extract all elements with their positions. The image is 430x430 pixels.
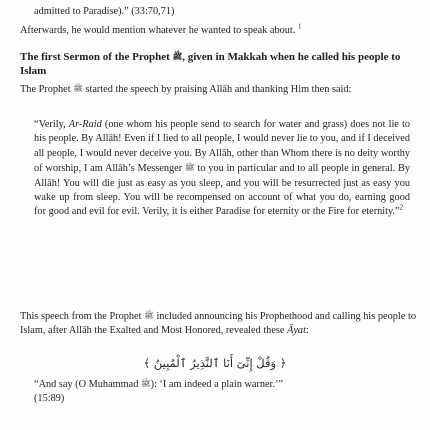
footnote-marker-1[interactable]: 1 (297, 22, 302, 31)
translation-text-continued: ): ‘I am indeed a plain warner.’” (150, 379, 284, 390)
speech-text: This speech from the Prophet (20, 311, 142, 322)
salutation-icon: ﷺ (140, 379, 151, 388)
previous-verse-text: admitted to Paradise).” (33:70,71) (34, 6, 175, 17)
footnote-marker-2[interactable]: 2 (399, 204, 404, 213)
heading-text: The first Sermon of the Prophet (20, 51, 170, 63)
translation-line (34, 377, 414, 392)
quote-text: (one whom his people send to search for water and grass) does not lie to his people. By Allāh! Even if I lied to all people, I would never lie to you, and if I deceived all people, I would never deceive you. By Allāh, other than Whom there is no deity worthy of worship, I am Allāh’s Messenger (34, 119, 411, 175)
quote-text-continued: to you in particular and to all people in general. By Allāh! You will die just as easy as you sleep, and you will be resurrected just as easy you wake up from sleep. You will be recompensed on account of what you do, earning good for good and evil for evil. Verily, it is either Paradise for eternity or the Fire for eternity.” (34, 163, 410, 218)
sermon-quote (34, 118, 410, 220)
ayat-term: Āyat (287, 325, 306, 337)
heading-text-continued: , given in Makkah when he called his people to Islam (20, 51, 401, 77)
ar-raid-term: Ar-Raid (68, 119, 102, 130)
intro-text-continued: started the speech by praising Allāh and thanking Him then said: (85, 84, 352, 95)
salutation-icon: ﷺ (73, 84, 83, 93)
speech-colon: : (305, 325, 309, 337)
intro-paragraph (20, 82, 416, 97)
arabic-verse: ﴿ وَقُلْ إِنِّىٓ أَنَا ٱلنَّذِيرُ ٱلْمُبِينُ ﴾ (143, 356, 287, 370)
salutation-icon: ﷺ (184, 163, 195, 173)
verse-translation (34, 377, 414, 407)
speech-paragraph (20, 309, 416, 339)
section-heading (20, 50, 416, 78)
intro-text: The Prophet (20, 84, 71, 95)
previous-verse-ending (34, 5, 404, 19)
afterwards-paragraph (20, 24, 412, 38)
salutation-icon: ﷺ (144, 311, 154, 320)
salutation-icon: ﷺ (172, 52, 183, 61)
afterwards-text: Afterwards, he would mention whatever he wanted to speak about. (20, 25, 296, 36)
quote-opening: “Verily, (34, 119, 66, 130)
speech-text-continued: included announcing his Prophethood and calling his people to Islam, after Allāh the Exalted and Most Honored, revealed these (20, 311, 417, 337)
verse-reference: (15:89) (34, 393, 65, 405)
translation-text: “And say (O Muhammad (34, 379, 139, 390)
